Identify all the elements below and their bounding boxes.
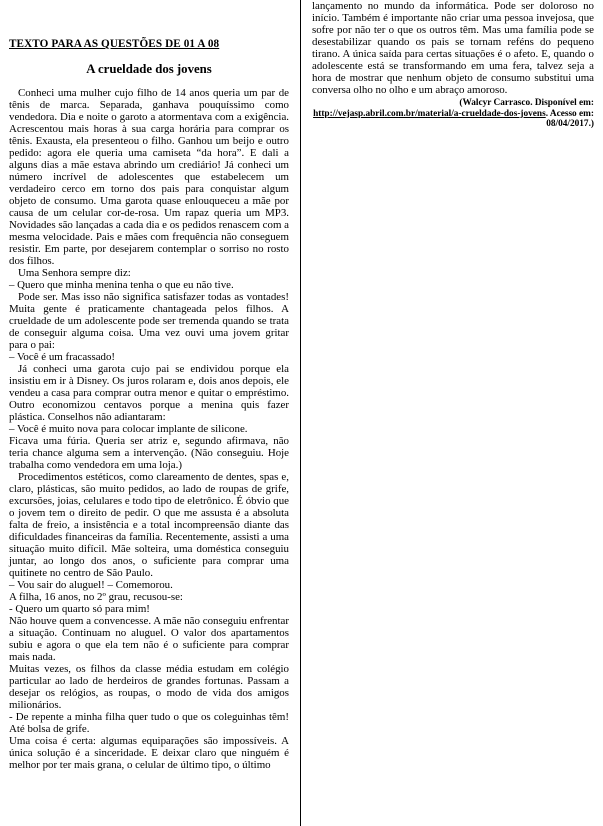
paragraph: Procedimentos estéticos, como clareamento de dentes, spas e, claro, plásticas, são muito pedidos, ao lado de roupas de grife, excursões, joias, celulares e todo tipo de eletrônico. É óbvio que o jovem tem o direito de pedir. O que me assusta é a absoluta falta de freio, a insistência e a total incompreensão diante das dificuldades financeiras da família. Recentemente, assisti a uma situação muito difícil. Mãe solteira, uma doméstica conseguiu juntar, ao longo dos anos, o suficiente para comprar uma quitinete no centro de São Paulo. (9, 471, 289, 579)
paragraph: A filha, 16 anos, no 2º grau, recusou-se: (9, 591, 183, 603)
left-column (9, 0, 289, 771)
paragraph: Ficava uma fúria. Queria ser atriz e, segundo afirmava, não teria chance alguma sem a intervenção. (Não conseguiu. Hoje trabalha como vendedora em uma loja.) (9, 435, 289, 471)
section-title: TEXTO PARA AS QUESTÕES DE 01 A 08 (9, 38, 220, 50)
paragraph: - De repente a minha filha quer tudo o que os coleguinhas têm! Até bolsa de grife. (9, 711, 289, 735)
paragraph: – Você é muito nova para colocar implante de silicone. (9, 423, 248, 435)
paragraph: Muitas vezes, os filhos da classe média estudam em colégio particular ao lado de herdeiros de grandes fortunas. Passam a desejar os relógios, as roupas, o modo de vida dos amigos milionários. (9, 663, 289, 711)
paragraph: - Quero um quarto só para mim! (9, 603, 150, 615)
paragraph: – Quero que minha menina tenha o que eu não tive. (9, 279, 234, 291)
citation-prefix: (Walcyr Carrasco. Disponível em: (459, 98, 594, 108)
right-column (312, 0, 594, 130)
paragraph: – Vou sair do aluguel! – Comemorou. (9, 579, 173, 591)
citation-suffix: . Acesso em: 08/04/2017.) (545, 108, 594, 129)
paragraph: Uma Senhora sempre diz: (18, 267, 131, 279)
paragraph: Já conheci uma garota cujo pai se endividou porque ela insistiu em ir à Disney. Os juros rolaram e, dois anos depois, ele vendeu a casa para comprar outra menor e quitar o empréstimo. Outro economizou centavos porque a menina quis fazer plástica. Conselhos não adiantaram: (9, 363, 289, 423)
column-divider (300, 0, 301, 826)
paragraph: Uma coisa é certa: algumas equiparações são impossíveis. A única solução é a sinceridade. E deixar claro que ninguém é melhor por ter mais grana, o celular de último tipo, o último (9, 735, 289, 771)
article-title: A crueldade dos jovens (86, 62, 212, 76)
paragraph: Não houve quem a convencesse. A mãe não conseguiu enfrentar a situação. Continuam no aluguel. O valor dos apartamentos subiu e agora o que ela tem não é o suficiente para comprar mais nada. (9, 615, 289, 663)
paragraph: lançamento no mundo da informática. Pode ser doloroso no início. Também é importante não criar uma pessoa invejosa, que sofre por não ter o que os outros têm. Mas uma família pode se desestabilizar quando os pais se tornam reféns do pequeno tirano. A única saída para certas situações é o afeto. E, quando o adolescente está se transformando em uma fera, talvez seja a hora de mostrar que nenhum objeto de consumo substitui uma conversa olho no olho e um abraço amoroso. (312, 0, 594, 96)
paragraph: – Você é um fracassado! (9, 351, 116, 363)
citation (312, 98, 594, 130)
left-column-body (9, 87, 289, 771)
citation-link[interactable]: http://vejasp.abril.com.br/material/a-crueldade-dos-jovens (313, 108, 546, 119)
paragraph: Conheci uma mulher cujo filho de 14 anos queria um par de tênis de marca. Separada, ganhava pouquíssimo como vendedora. Dia e noite o garoto a atormentava com a exigência. Acrescentou mais horas à sua carga horária para comprar os tênis. Exausta, ela presenteou o filho. Ganhou um beijo e outro pedido: agora ele queria uma camiseta “da hora”. E dali a alguns dias a mãe estava abrindo um crediário! Já conheci um número incrível de adolescentes que estabelecem um verdadeiro cerco em torno dos pais para conquistar algum objeto de consumo. Uma garota quase enlouqueceu a mãe por causa de um celular cor-de-rosa. Um rapaz queria um MP3. Novidades são lançadas a cada dia e os pedidos renascem com a mesma velocidade. Pais e mães com frequência não conseguem resistir. Em parte, por desejarem contemplar o sorriso no rosto dos filhos. (9, 87, 289, 267)
right-column-body (312, 0, 594, 96)
paragraph: Pode ser. Mas isso não significa satisfazer todas as vontades! Muita gente é praticamente chantageada pelos filhos. A crueldade de um adolescente pode ser tremenda quando se trata de conseguir alguma coisa. Uma vez ouvi uma jovem gritar para o pai: (9, 291, 289, 351)
